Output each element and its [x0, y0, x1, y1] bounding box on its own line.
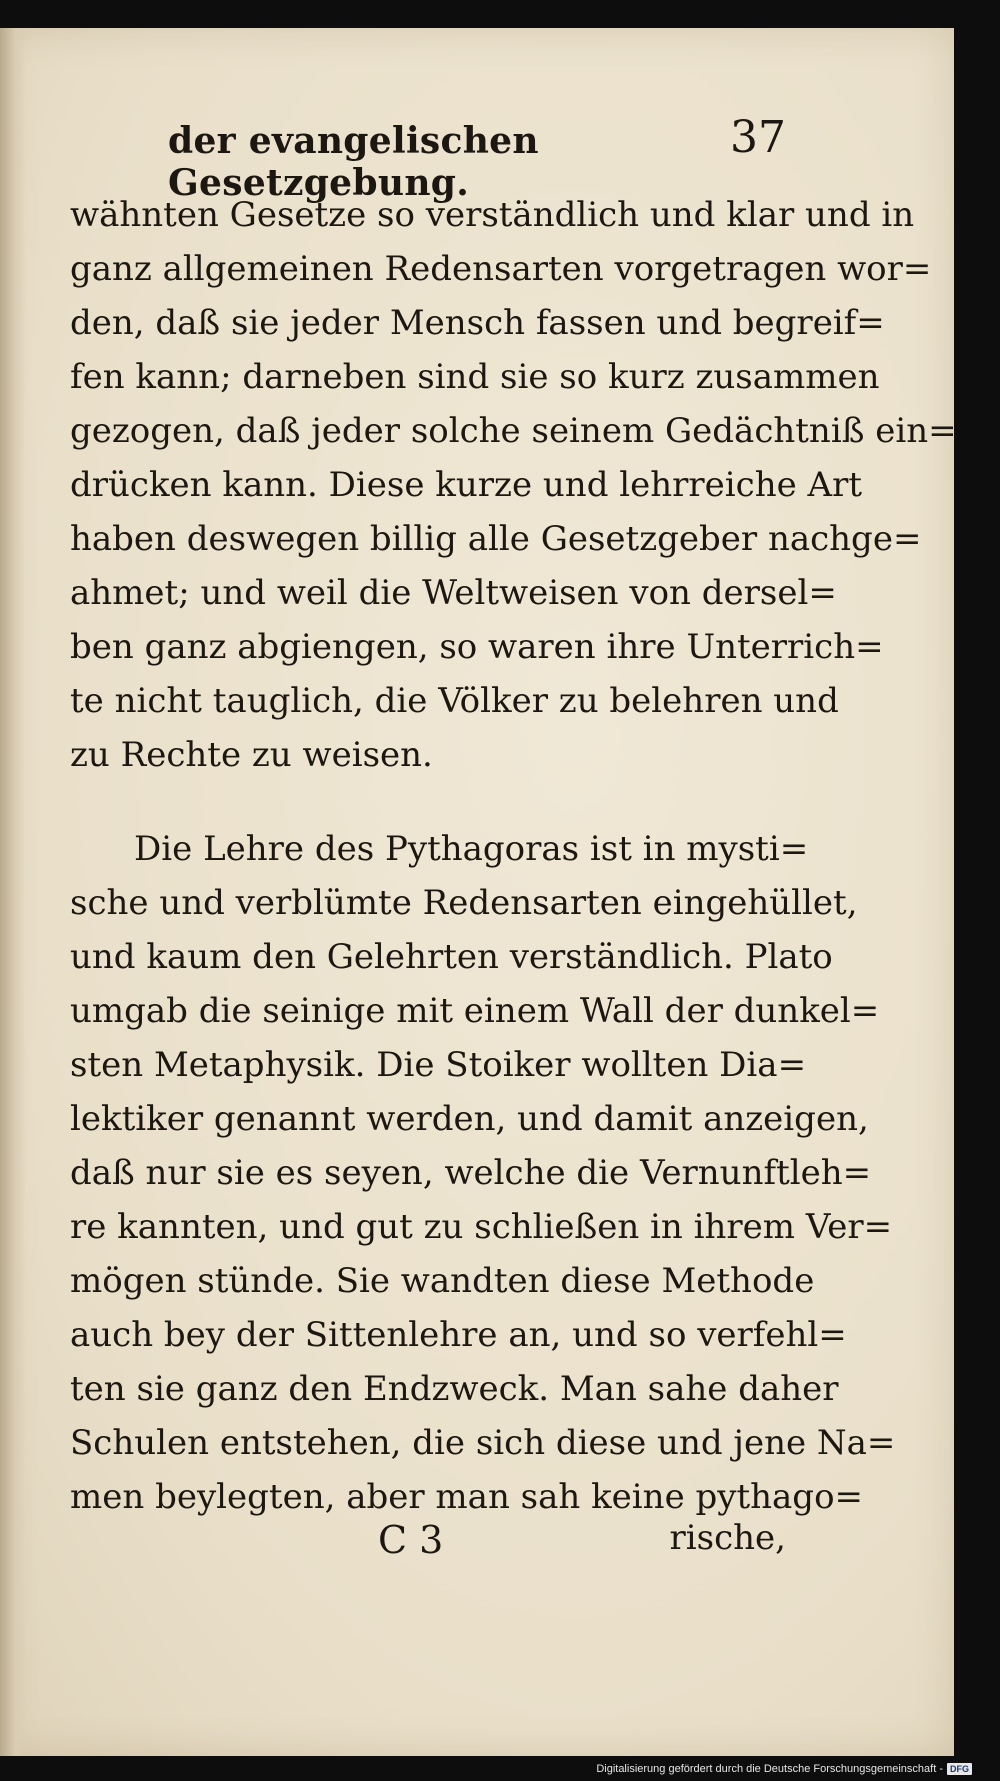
- text-line: Schulen entstehen, die sich diese und jene Na=: [70, 1423, 896, 1463]
- text-line: sten Metaphysik. Die Stoiker wollten Dia=: [70, 1045, 807, 1085]
- catchword: rische,: [669, 1518, 786, 1558]
- text-line: zu Rechte zu weisen.: [70, 735, 433, 775]
- paragraph-1: [70, 188, 957, 782]
- text-line: ben ganz abgiengen, so waren ihre Unterrich=: [70, 627, 884, 667]
- text-line: re kannten, und gut zu schließen in ihrem Ver=: [70, 1207, 893, 1247]
- text-line: ahmet; und weil die Weltweisen von dersel=: [70, 573, 837, 613]
- book-page: [0, 28, 957, 1756]
- paragraph-2: [70, 822, 896, 1524]
- text-line: men beylegten, aber man sah keine pythago=: [70, 1477, 864, 1517]
- text-line: und kaum den Gelehrten verständlich. Plato: [70, 937, 833, 977]
- text-line: daß nur sie es seyen, welche die Vernunftleh=: [70, 1153, 872, 1193]
- text-line: Die Lehre des Pythagoras ist in mysti=: [134, 829, 809, 869]
- text-line: umgab die seinige mit einem Wall der dunkel=: [70, 991, 880, 1031]
- text-line: wähnten Gesetze so verständlich und klar und in: [70, 195, 915, 235]
- paragraph-gap: [70, 782, 786, 822]
- text-line: te nicht tauglich, die Völker zu belehren und: [70, 681, 839, 721]
- page-gutter: [0, 28, 26, 1756]
- text-line: mögen stünde. Sie wandten diese Methode: [70, 1261, 815, 1301]
- page-footer: [70, 1518, 786, 1578]
- text-line: lektiker genannt werden, und damit anzeigen,: [70, 1099, 869, 1139]
- text-line: ganz allgemeinen Redensarten vorgetragen wor=: [70, 249, 932, 289]
- running-head: [168, 112, 786, 204]
- digitization-credit: [596, 1763, 972, 1775]
- text-line: sche und verblümte Redensarten eingehüllet,: [70, 883, 858, 923]
- body-text: [70, 188, 957, 1524]
- running-title: der evangelischen Gesetzgebung.: [168, 120, 539, 204]
- signature-mark: C 3: [378, 1518, 444, 1562]
- page-number: 37: [730, 112, 786, 163]
- dfg-logo-icon: DFG: [947, 1763, 972, 1775]
- text-line: den, daß sie jeder Mensch fassen und begreif=: [70, 303, 885, 343]
- text-line: fen kann; darneben sind sie so kurz zusammen: [70, 357, 880, 397]
- credit-text: Digitalisierung gefördert durch die Deutsche Forschungsgemeinschaft -: [596, 1763, 943, 1775]
- text-line: haben deswegen billig alle Gesetzgeber nachge=: [70, 519, 922, 559]
- text-line: drücken kann. Diese kurze und lehrreiche Art: [70, 465, 862, 505]
- text-line: auch bey der Sittenlehre an, und so verfehl=: [70, 1315, 847, 1355]
- text-line: ten sie ganz den Endzweck. Man sahe daher: [70, 1369, 839, 1409]
- text-line: gezogen, daß jeder solche seinem Gedächtniß ein=: [70, 411, 957, 451]
